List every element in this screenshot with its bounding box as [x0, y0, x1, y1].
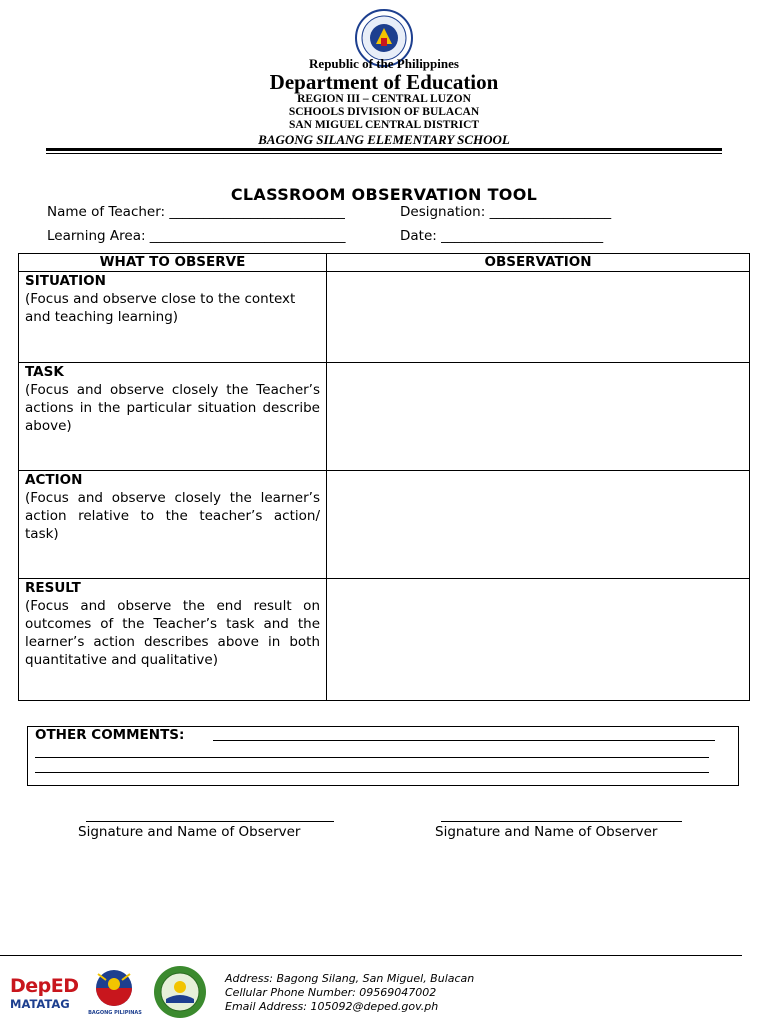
observation-cell[interactable] — [327, 363, 750, 471]
criteria-cell — [19, 579, 327, 701]
department-title: Department of Education — [269, 70, 499, 94]
column-header-what-to-observe: WHAT TO OBSERVE — [19, 254, 327, 272]
matatag-logo-text: MATATAG — [10, 997, 70, 1011]
observation-cell[interactable] — [327, 579, 750, 701]
column-header-observation: OBSERVATION — [327, 254, 750, 272]
observation-cell[interactable] — [327, 471, 750, 579]
criteria-description: (Focus and observe the end result on outcomes of the Teacher’s task and the learner’s action describes above in both quantitative and qualitative) — [25, 598, 320, 668]
criteria-heading: SITUATION — [25, 273, 106, 289]
criteria-heading: ACTION — [25, 472, 83, 488]
region-text: REGION III – CENTRAL LUZON — [297, 93, 471, 105]
footer-rule — [0, 955, 742, 956]
criteria-heading: RESULT — [25, 580, 81, 596]
table-row — [19, 272, 750, 363]
table-row — [19, 363, 750, 471]
school-name: BAGONG SILANG ELEMENTARY SCHOOL — [258, 132, 510, 147]
criteria-cell — [19, 363, 327, 471]
header-rule-thick — [46, 148, 722, 151]
learning-area-field[interactable]: Learning Area: _____________________________ — [47, 228, 346, 244]
observation-table — [18, 253, 750, 701]
criteria-cell — [19, 471, 327, 579]
footer-email[interactable]: Email Address: 105092@deped.gov.ph — [225, 1000, 439, 1013]
criteria-description: (Focus and observe closely the learner’s action relative to the teacher’s action/ task) — [25, 490, 320, 542]
signature-line-right[interactable] — [441, 821, 682, 822]
criteria-cell — [19, 272, 327, 363]
footer-phone: Cellular Phone Number: 09569047002 — [225, 986, 437, 999]
signature-line-left[interactable] — [86, 821, 334, 822]
table-row — [19, 579, 750, 701]
other-comments-label: OTHER COMMENTS: — [35, 727, 185, 743]
signature-label-right: Signature and Name of Observer — [435, 824, 658, 840]
republic-text: Republic of the Philippines — [309, 56, 459, 71]
form-title: CLASSROOM OBSERVATION TOOL — [230, 185, 538, 204]
signature-label-left: Signature and Name of Observer — [78, 824, 301, 840]
table-header-row — [19, 254, 750, 272]
school-seal-logo — [150, 965, 210, 1019]
observation-cell[interactable] — [327, 272, 750, 363]
designation-field[interactable]: Designation: __________________ — [400, 204, 612, 220]
criteria-heading: TASK — [25, 364, 64, 380]
district-text: SAN MIGUEL CENTRAL DISTRICT — [288, 119, 480, 131]
division-text: SCHOOLS DIVISION OF BULACAN — [288, 106, 480, 118]
table-row — [19, 471, 750, 579]
comment-line[interactable] — [213, 740, 715, 741]
criteria-description: (Focus and observe closely the Teacher’s actions in the particular situation describe above) — [25, 382, 320, 434]
comment-line[interactable] — [35, 757, 709, 758]
criteria-description: (Focus and observe close to the context and teaching learning) — [25, 291, 296, 325]
comment-line[interactable] — [35, 772, 709, 773]
bagong-pilipinas-text: BAGONG PILIPINAS — [88, 1010, 142, 1016]
teacher-name-field[interactable]: Name of Teacher: __________________________ — [47, 204, 345, 220]
footer-address: Address: Bagong Silang, San Miguel, Bulacan — [225, 972, 475, 985]
date-field[interactable]: Date: ________________________ — [400, 228, 604, 244]
deped-matatag-logo — [10, 975, 79, 1019]
deped-logo-text: DepED — [10, 975, 79, 997]
other-comments-box[interactable] — [27, 726, 739, 786]
header-rule-thin — [46, 153, 722, 154]
